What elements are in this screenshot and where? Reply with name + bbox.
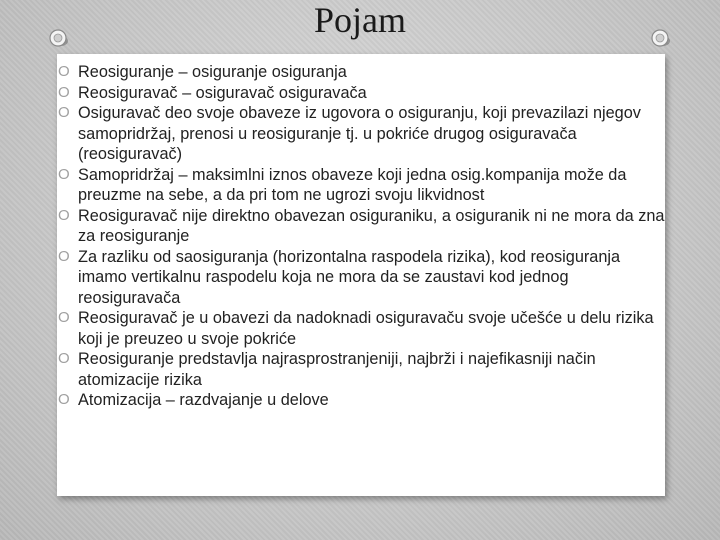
bullet-item <box>58 165 670 206</box>
bullet-text: Atomizacija – razdvajanje u delove <box>78 391 329 409</box>
bullet-marker: O <box>58 247 70 265</box>
bullet-item <box>58 83 670 104</box>
bullet-text: Reosiguravač je u obavezi da nadoknadi osiguravaču svoje učešće u delu rizika koji je preuzeo u svoje pokriće <box>78 309 654 348</box>
pushpin-icon <box>650 28 672 50</box>
bullet-item <box>58 206 670 247</box>
bullet-text: Reosiguravač nije direktno obavezan osiguraniku, a osiguranik ni ne mora da zna za reosiguranje <box>78 206 665 245</box>
bullet-marker: O <box>58 309 70 326</box>
bullet-item <box>58 103 670 165</box>
bullet-item <box>58 308 670 349</box>
bullet-text: Samopridržaj – maksimlni iznos obaveze koji jedna osig.kompanija može da preuzme na sebe, a da pri tom ne ugrozi svoju likvidnost <box>78 165 627 204</box>
bullet-marker: O <box>58 63 70 80</box>
bullet-text: Za razliku od saosiguranja (horizontalna raspodela rizika), kod reosiguranja imamo vertikalnu raspodelu koja ne mora da se zaustavi kod jednog reosiguravača <box>78 247 621 307</box>
bullet-text: Reosiguravač – osiguravač osiguravača <box>78 83 367 102</box>
bullet-marker: O <box>58 104 70 121</box>
bullet-text: Reosiguranje predstavlja najrasprostranjeniji, najbrži i najefikasniji način atomizacije rizika <box>78 350 596 389</box>
bullet-list <box>58 62 670 411</box>
bullet-marker: O <box>58 391 70 408</box>
bullet-text: Reosiguranje – osiguranje osiguranja <box>78 63 347 81</box>
bullet-marker: O <box>58 165 70 183</box>
bullet-marker: O <box>58 350 70 367</box>
bullet-item <box>58 349 670 390</box>
bullet-marker: O <box>58 206 70 224</box>
slide-title: Pojam <box>313 0 406 40</box>
bullet-text: Osiguravač deo svoje obaveze iz ugovora o osiguranju, koji prevazilazi njegov samopridržaj, prenosi u reosiguranje tj. u pokriće drugog osiguravača (reosiguravač) <box>78 104 641 163</box>
bullet-item <box>58 62 670 83</box>
bullet-marker: O <box>58 83 70 101</box>
bullet-item <box>58 247 670 309</box>
pushpin-icon <box>48 28 70 50</box>
bullet-item <box>58 390 670 411</box>
